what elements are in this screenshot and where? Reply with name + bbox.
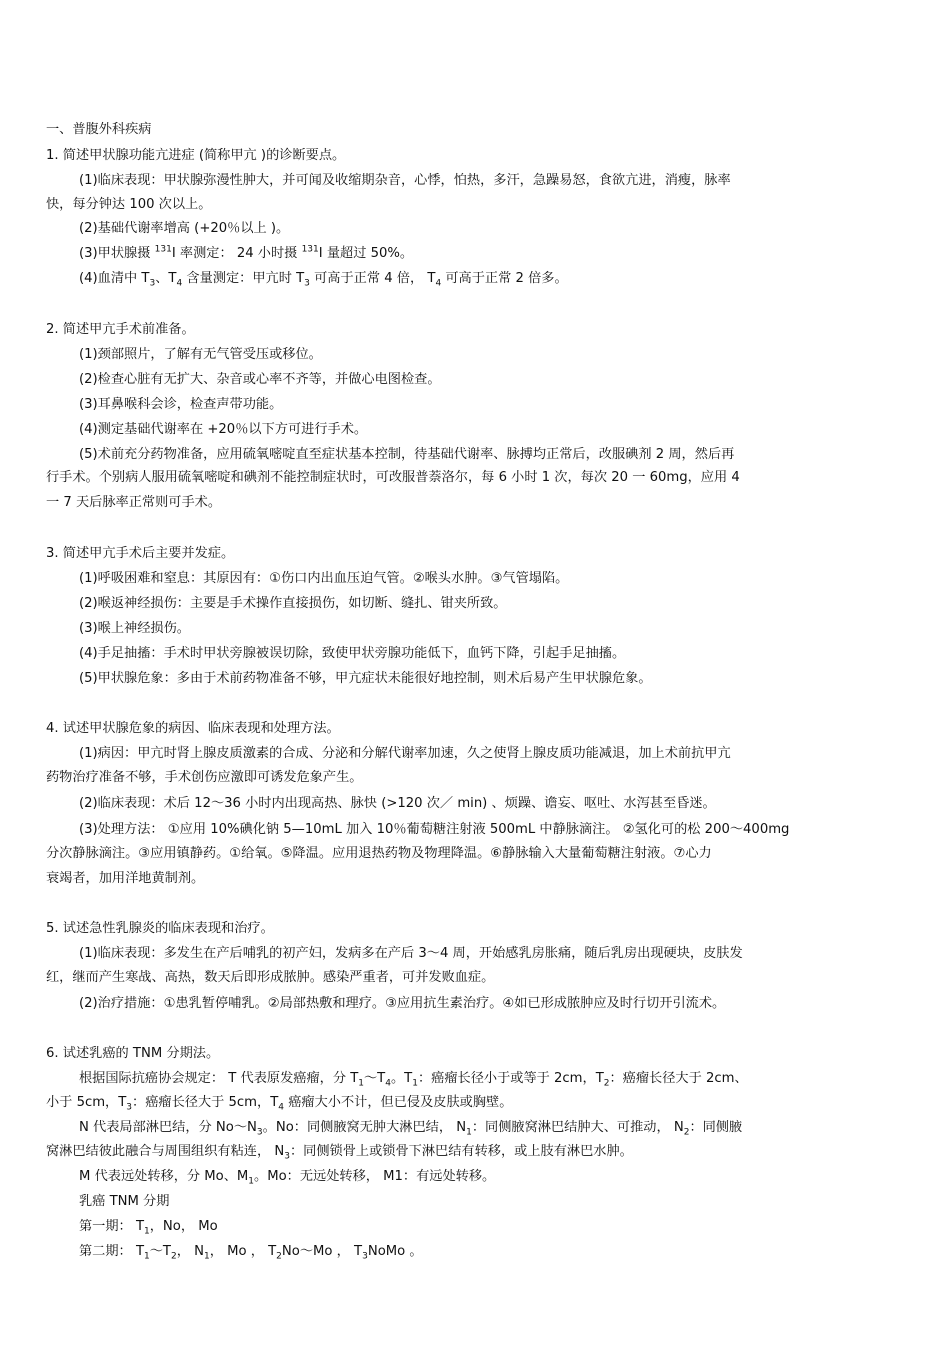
q2-p5c: 一 7 天后脉率正常则可手术。 bbox=[46, 495, 222, 510]
q6-stage-2: 第二期： $T_1\sim T_2$， $N_1$， Mo ， $T_2No\sim Mo$ ， $T_3NoMo$ 。 bbox=[79, 1244, 423, 1262]
q2-p3: (3)耳鼻喉科会诊，检查声带功能。 bbox=[79, 397, 283, 412]
q5-p2: (2)治疗措施：①患乳暂停哺乳。②局部热敷和理疗。③应用抗生素治疗。④如已形成脓肿应及时行切开引流术。 bbox=[79, 996, 726, 1011]
q4-p3a: (3)处理方法： ①应用 10%碘化钠 5—10mL 加入 10％葡萄糖注射液 500mL 中静脉滴注。 ②氢化可的松 200～400mg bbox=[79, 822, 790, 837]
q6-t-line2: 小于 5cm，$T_3$：癌瘤长径大于 5cm，$T_4$ 癌瘤大小不计，但已侵及皮肤或胸壁。 bbox=[46, 1095, 513, 1113]
q5-p1a: (1)临床表现：多发生在产后哺乳的初产妇，发病多在产后 3～4 周，开始感乳房胀痛，随后乳房出现硬块，皮肤发 bbox=[79, 946, 743, 961]
q2-p5b: 行手术。个别病人服用硫氧嘧啶和碘剂不能控制症状时，可改服普萘洛尔，每 6 小时 1 次，每次 20 一 60mg，应用 4 bbox=[46, 470, 740, 485]
q6-stage-title: 乳癌 TNM 分期 bbox=[79, 1194, 170, 1209]
q1-title: 1. 简述甲状腺功能亢进症 (简称甲亢 )的诊断要点。 bbox=[46, 148, 346, 163]
q2-p2: (2)检查心脏有无扩大、杂音或心率不齐等，并做心电图检查。 bbox=[79, 372, 441, 387]
q3-p2: (2)喉返神经损伤：主要是手术操作直接损伤，如切断、缝扎、钳夹所致。 bbox=[79, 596, 507, 611]
q1-p1a: (1)临床表现：甲状腺弥漫性肿大，并可闻及收缩期杂音，心悸，怕热，多汗，急躁易怒，食欲亢进，消瘦，脉率 bbox=[79, 173, 731, 188]
q4-title: 4. 试述甲状腺危象的病因、临床表现和处理方法。 bbox=[46, 721, 340, 736]
q3-p5: (5)甲状腺危象：多由于术前药物准备不够，甲亢症状未能很好地控制，则术后易产生甲状腺危象。 bbox=[79, 671, 652, 686]
q2-p4: (4)测定基础代谢率在 +20％以下方可进行手术。 bbox=[79, 422, 368, 437]
q4-p2: (2)临床表现：术后 12～36 小时内出现高热、脉快 (>120 次／ min) 、烦躁、谵妄、呕吐、水泻甚至昏迷。 bbox=[79, 796, 716, 811]
q2-p5a: (5)术前充分药物准备，应用硫氧嘧啶直至症状基本控制，待基础代谢率、脉搏均正常后，改服碘剂 2 周，然后再 bbox=[79, 447, 735, 462]
q5-title: 5. 试述急性乳腺炎的临床表现和治疗。 bbox=[46, 921, 274, 936]
q6-m-line: M 代表远处转移，分 Mo、$M_1$。Mo：无远处转移， M1：有远处转移。 bbox=[79, 1169, 496, 1187]
q3-title: 3. 简述甲亢手术后主要并发症。 bbox=[46, 546, 235, 561]
q4-p1a: (1)病因：甲亢时肾上腺皮质激素的合成、分泌和分解代谢率加速，久之使肾上腺皮质功能减退，加上术前抗甲亢 bbox=[79, 746, 731, 761]
q6-title: 6. 试述乳癌的 TNM 分期法。 bbox=[46, 1046, 220, 1061]
q3-p1: (1)呼吸困难和窒息：其原因有：①伤口内出血压迫气管。②喉头水肿。③气管塌陷。 bbox=[79, 571, 569, 586]
q4-p1b: 药物治疗准备不够，手术创伤应激即可诱发危象产生。 bbox=[46, 770, 363, 785]
q1-p1b: 快，每分钟达 100 次以上。 bbox=[46, 197, 212, 212]
chapter-heading: 一、普腹外科疾病 bbox=[46, 122, 152, 137]
q6-t-line1: 根据国际抗癌协会规定： T 代表原发癌瘤，分 $T_1\sim T_4$。$T_1$：癌瘤长径小于或等于 2cm，$T_2$：癌瘤长径大于 2cm、 bbox=[79, 1071, 748, 1089]
q6-n-line2: 窝淋巴结彼此融合与周围组织有粘连， $N_3$：同侧锁骨上或锁骨下淋巴结有转移，或上肢有淋巴水肿。 bbox=[46, 1144, 633, 1162]
q3-p3: (3)喉上神经损伤。 bbox=[79, 621, 190, 636]
q3-p4: (4)手足抽搐：手术时甲状旁腺被误切除，致使甲状旁腺功能低下，血钙下降，引起手足抽搐。 bbox=[79, 646, 626, 661]
q2-title: 2. 简述甲亢手术前准备。 bbox=[46, 322, 195, 337]
q4-p3c: 衰竭者，加用洋地黄制剂。 bbox=[46, 871, 205, 886]
q1-p3: (3)甲状腺摄 $^{131}$I 率测定： 24 小时摄 $^{131}$I 量超过 50%。 bbox=[79, 244, 414, 261]
q6-n-line1: N 代表局部淋巴结，分 $No\sim N_3$。No：同侧腋窝无肿大淋巴结， $N_1$：同侧腋窝淋巴结肿大、可推动， $N_2$：同侧腋 bbox=[79, 1120, 743, 1138]
q5-p1b: 红，继而产生寒战、高热，数天后即形成脓肿。感染严重者，可并发败血症。 bbox=[46, 970, 495, 985]
q2-p1: (1)颈部照片，了解有无气管受压或移位。 bbox=[79, 347, 322, 362]
q6-stage-1: 第一期： $T_1$，No， Mo bbox=[79, 1219, 218, 1237]
q1-p2: (2)基础代谢率增高 (+20％以上 )。 bbox=[79, 221, 290, 236]
q1-p4: (4)血清中 $T_3$、$T_4$ 含量测定：甲亢时 $T_3$ 可高于正常 4 倍， $T_4$ 可高于正常 2 倍多。 bbox=[79, 271, 568, 289]
q4-p3b: 分次静脉滴注。③应用镇静药。①给氧。⑤降温。应用退热药物及物理降温。⑥静脉输入大量葡萄糖注射液。⑦心力 bbox=[46, 846, 712, 861]
